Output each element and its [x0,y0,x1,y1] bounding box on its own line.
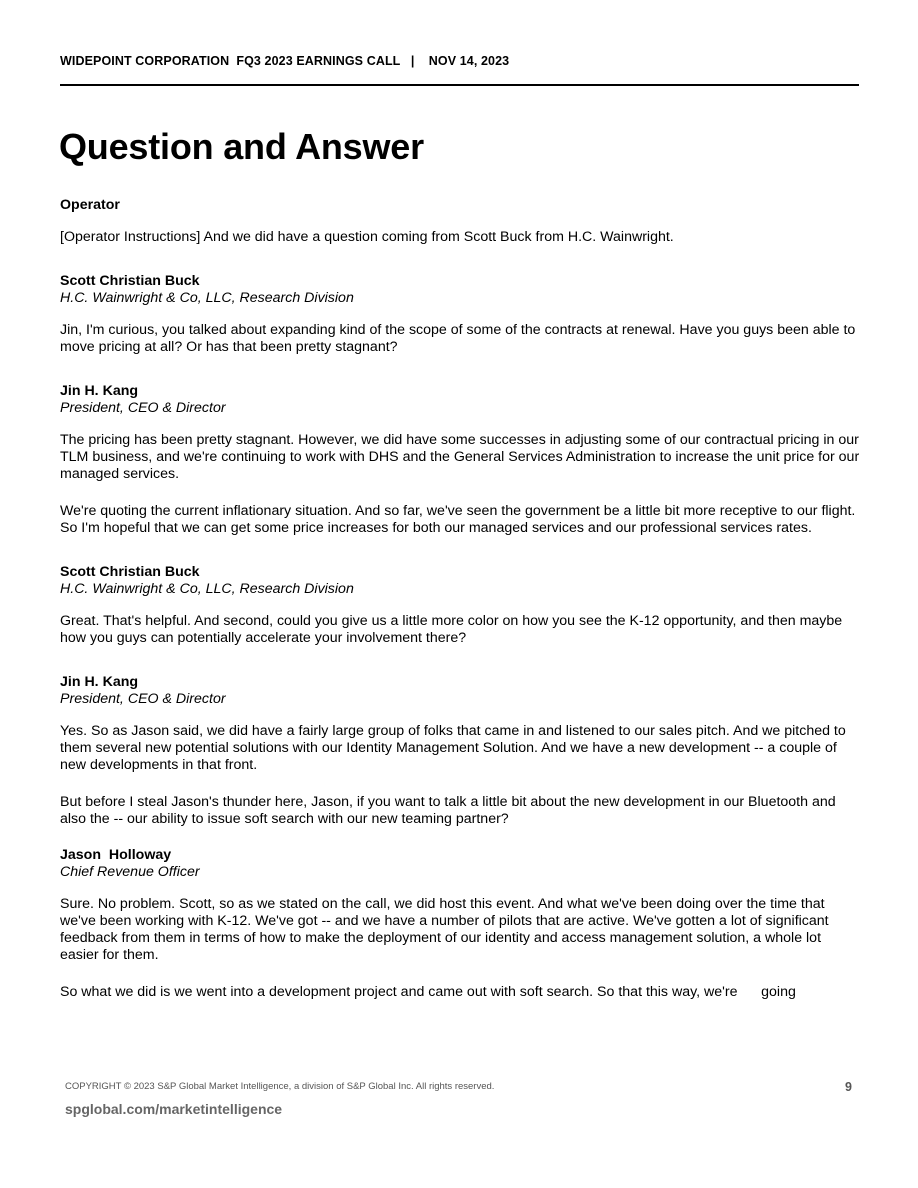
transcript-paragraph: Sure. No problem. Scott, so as we stated on the call, we did host this event. And what we've been doing over the time that we've been working with K-12. We've got -- and we have a number of pilots that are active. We've gotten a lot of significant feedback from them in terms of how to make the deployment of our identity and access management solution, a whole lot easier for them. [60,896,829,963]
speaker-block [60,197,860,246]
speaker-block [60,674,860,828]
transcript-paragraph: So what we did is we went into a development project and came out with soft search. So that this way, we're going [60,984,796,1000]
transcript-body [60,197,860,1001]
transcript-paragraph: But before I steal Jason's thunder here, Jason, if you want to talk a little bit about the new development in our Bluetooth and also the -- our ability to issue soft search with our new teaming partner? [60,794,836,827]
section-title: Question and Answer [59,126,424,167]
speaker-name: Scott Christian Buck [60,564,200,580]
transcript-paragraph: Jin, I'm curious, you talked about expanding kind of the scope of some of the contracts at renewal. Have you guys been able to move pricing at all? Or has that been pretty stagnant? [60,322,856,355]
speaker-affiliation: President, CEO & Director [60,400,226,416]
document-header: WIDEPOINT CORPORATION FQ3 2023 EARNINGS CALL | NOV 14, 2023 [60,54,510,68]
speaker-name: Jin H. Kang [60,383,139,399]
footer-copyright: COPYRIGHT © 2023 S&P Global Market Intelligence, a division of S&P Global Inc. All rights reserved. [65,1081,495,1092]
speaker-affiliation: Chief Revenue Officer [60,864,200,880]
transcript-paragraph: The pricing has been pretty stagnant. However, we did have some successes in adjusting some of our contractual pricing in our TLM business, and we're continuing to work with DHS and the General Services Administration to increase the unit price for our managed services. [60,432,860,482]
speaker-block [60,383,860,537]
footer-url: spglobal.com/marketintelligence [65,1101,283,1117]
header-divider [60,84,859,86]
speaker-affiliation: H.C. Wainwright & Co, LLC, Research Division [60,581,354,597]
speaker-name: Scott Christian Buck [60,273,200,289]
page-number: 9 [845,1080,852,1094]
speaker-name: Jin H. Kang [60,674,139,690]
speaker-affiliation: President, CEO & Director [60,691,226,707]
speaker-block [60,564,860,647]
transcript-paragraph: Yes. So as Jason said, we did have a fairly large group of folks that came in and listened to our sales pitch. And we pitched to them several new potential solutions with our Identity Management Solution. And we have a new development -- a couple of new developments in that front. [60,723,846,773]
speaker-name: Jason Holloway [60,847,172,863]
speaker-block [60,847,860,1001]
speaker-name: Operator [60,197,120,213]
speaker-block [60,273,860,356]
transcript-paragraph: [Operator Instructions] And we did have a question coming from Scott Buck from H.C. Wainwright. [60,229,674,245]
speaker-affiliation: H.C. Wainwright & Co, LLC, Research Division [60,290,354,306]
transcript-paragraph: Great. That's helpful. And second, could you give us a little more color on how you see the K-12 opportunity, and then maybe how you guys can potentially accelerate your involvement there? [60,613,843,646]
transcript-paragraph: We're quoting the current inflationary situation. And so far, we've seen the government be a little bit more receptive to our flight. So I'm hopeful that we can get some price increases for both our managed services and our professional services rates. [60,503,856,536]
